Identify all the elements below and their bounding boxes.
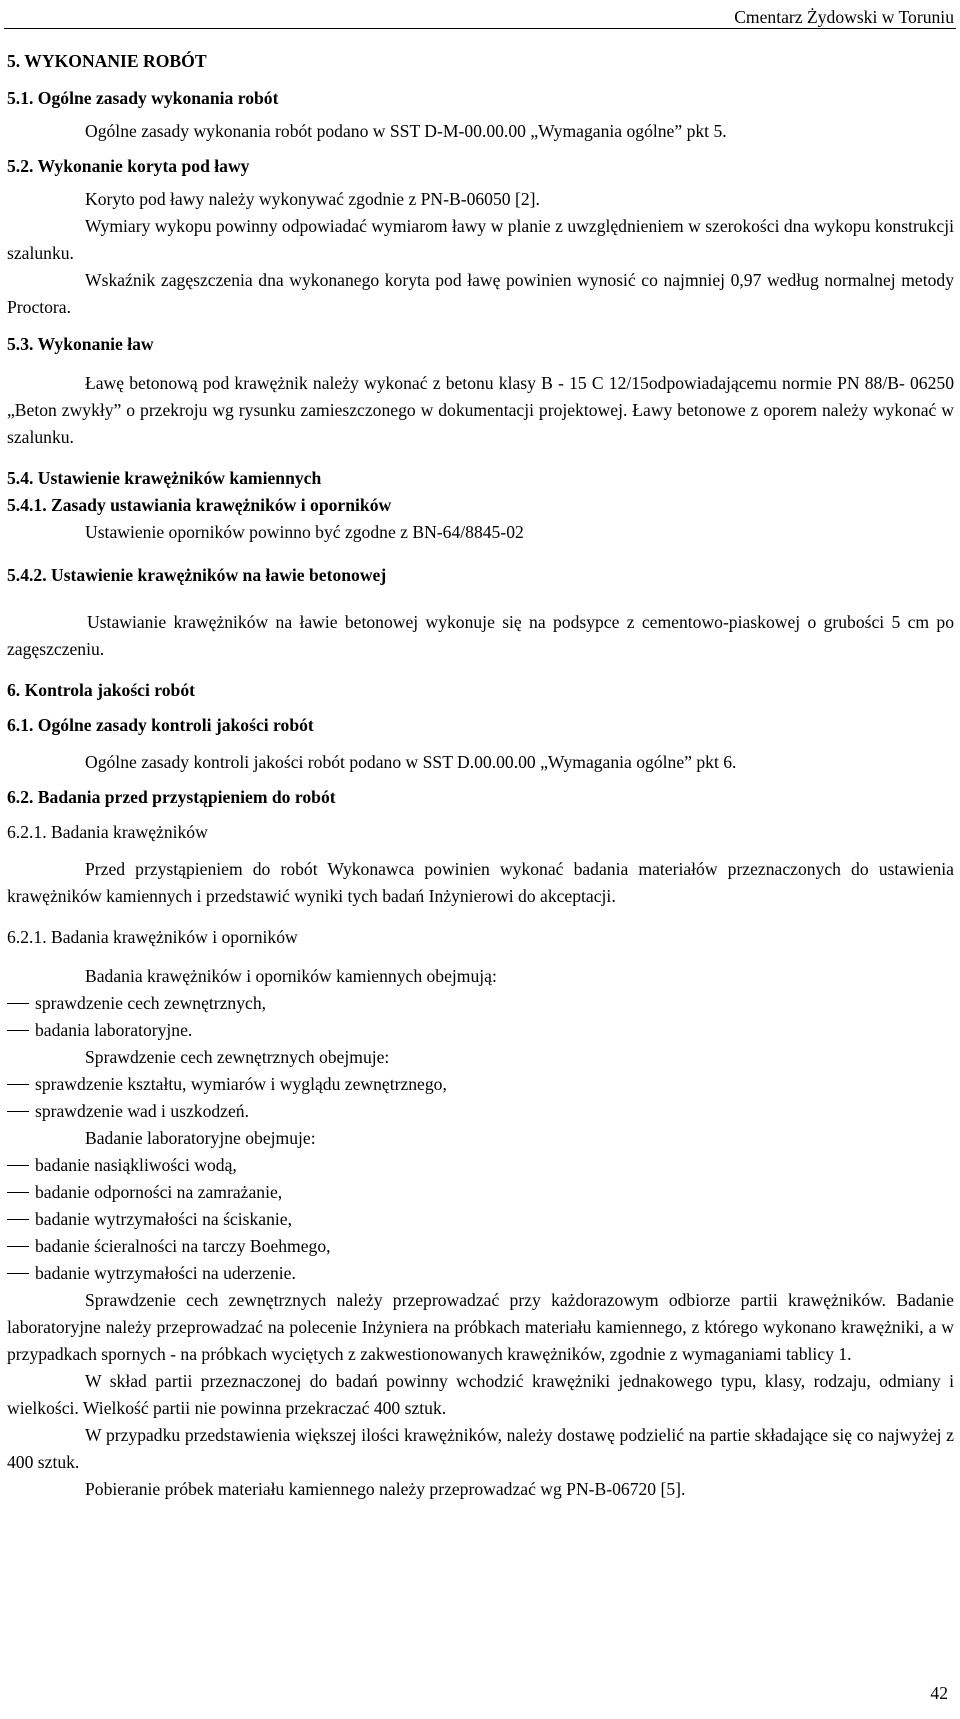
section-5-4-1-text: Ustawienie oporników powinno być zgodne z BN-64/8845-02 (85, 522, 524, 542)
section-5-1-heading: 5.1. Ogólne zasady wykonania robót (7, 88, 279, 108)
section-6-2-heading: 6.2. Badania przed przystąpieniem do robót (7, 787, 336, 807)
section-6-1-heading: 6.1. Ogólne zasady kontroli jakości robót (7, 715, 314, 735)
list-tests-scope (7, 990, 954, 1044)
section-5-2-para-3: Wskaźnik zagęszczenia dna wykonanego koryta pod ławę powinien wynosić co najmniej 0,97 według normalnej metody Proctora. (7, 270, 954, 317)
section-5-1-text: Ogólne zasady wykonania robót podano w SST D-M-00.00.00 „Wymagania ogólne” pkt 5. (85, 121, 727, 141)
section-5-heading: 5. WYKONANIE ROBÓT (7, 51, 207, 71)
tests-para-3: W przypadku przedstawienia większej ilości krawężników, należy dostawę podzielić na partie składające się co najwyżej z 400 sztuk. (7, 1425, 954, 1472)
external-check-intro: Sprawdzenie cech zewnętrznych obejmuje: (85, 1047, 390, 1067)
tests-para-2: W skład partii przeznaczonej do badań powinny wchodzić krawężniki jednakowego typu, klasy, rodzaju, odmiany i wielkości. Wielkość partii nie powinna przekraczać 400 sztuk. (7, 1371, 954, 1418)
list-item: badanie wytrzymałości na uderzenie. (7, 1260, 954, 1287)
tests-para-1: Sprawdzenie cech zewnętrznych należy przeprowadzać przy każdorazowym odbiorze partii krawężników. Badanie laboratoryjne należy przeprowadzać na polecenie Inżyniera na próbkach materiału kamiennego, z którego wykonano krawężniki, a w przypadkach spornych - na próbkach wyciętych z zakwestionowanych krawężników, zgodnie z wymaganiami tablicy 1. (7, 1290, 954, 1364)
section-6-2-1-text: Przed przystąpieniem do robót Wykonawca powinien wykonać badania materiałów przeznaczonych do ustawienia krawężników kamiennych i przedstawić wyniki tych badań Inżynierowi do akceptacji. (7, 859, 954, 906)
list-item: badanie ścieralności na tarczy Boehmego, (7, 1233, 954, 1260)
list-item: badanie odporności na zamrażanie, (7, 1179, 954, 1206)
lab-test-intro: Badanie laboratoryjne obejmuje: (85, 1128, 316, 1148)
list-item: sprawdzenie kształtu, wymiarów i wyglądu zewnętrznego, (7, 1071, 954, 1098)
section-5-2-para-1: Koryto pod ławy należy wykonywać zgodnie z PN-B-06050 [2]. (85, 189, 540, 209)
document-body (7, 48, 954, 1503)
page-number: 42 (930, 1683, 948, 1703)
section-6-1-text: Ogólne zasady kontroli jakości robót podano w SST D.00.00.00 „Wymagania ogólne” pkt 6. (85, 752, 737, 772)
tests-intro: Badania krawężników i oporników kamiennych obejmują: (85, 966, 497, 986)
section-5-3-para-1: Ławę betonową pod krawężnik należy wykonać z betonu klasy B - 15 C 12/15odpowiadającemu normie PN 88/B- 06250 „Beton zwykły” o przekroju wg rysunku zamieszczonego w dokumentacji projektowej. Ławy betonowe z oporem należy wykonać w szalunku. (7, 373, 954, 447)
section-5-2-heading: 5.2. Wykonanie koryta pod ławy (7, 156, 250, 176)
header-rule (4, 28, 956, 29)
section-5-3-heading: 5.3. Wykonanie ław (7, 334, 154, 354)
section-5-4-2-text: Ustawianie krawężników na ławie betonowej wykonuje się na podsypce z cementowo-piaskowej o grubości 5 cm po zagęszczeniu. (7, 612, 954, 659)
list-item: sprawdzenie cech zewnętrznych, (7, 990, 954, 1017)
section-5-2-para-2: Wymiary wykopu powinny odpowiadać wymiarom ławy w planie z uwzględnieniem w szerokości dna wykopu konstrukcji szalunku. (7, 216, 954, 263)
list-item: badanie nasiąkliwości wodą, (7, 1152, 954, 1179)
list-item: sprawdzenie wad i uszkodzeń. (7, 1098, 954, 1125)
section-5-4-1-heading: 5.4.1. Zasady ustawiania krawężników i oporników (7, 495, 392, 515)
section-5-4-2-heading: 5.4.2. Ustawienie krawężników na ławie betonowej (7, 565, 387, 585)
section-6-2-1b-heading: 6.2.1. Badania krawężników i oporników (7, 927, 298, 947)
tests-para-4: Pobieranie próbek materiału kamiennego należy przeprowadzać wg PN-B-06720 [5]. (85, 1479, 686, 1499)
section-6-2-1-heading: 6.2.1. Badania krawężników (7, 822, 208, 842)
list-item: badanie wytrzymałości na ściskanie, (7, 1206, 954, 1233)
section-6-heading: 6. Kontrola jakości robót (7, 680, 195, 700)
list-lab-tests (7, 1152, 954, 1287)
section-5-4-heading: 5.4. Ustawienie krawężników kamiennych (7, 468, 322, 488)
list-item: badania laboratoryjne. (7, 1017, 954, 1044)
running-header (0, 0, 960, 32)
header-title: Cmentarz Żydowski w Toruniu (734, 7, 954, 27)
list-external-checks (7, 1071, 954, 1125)
